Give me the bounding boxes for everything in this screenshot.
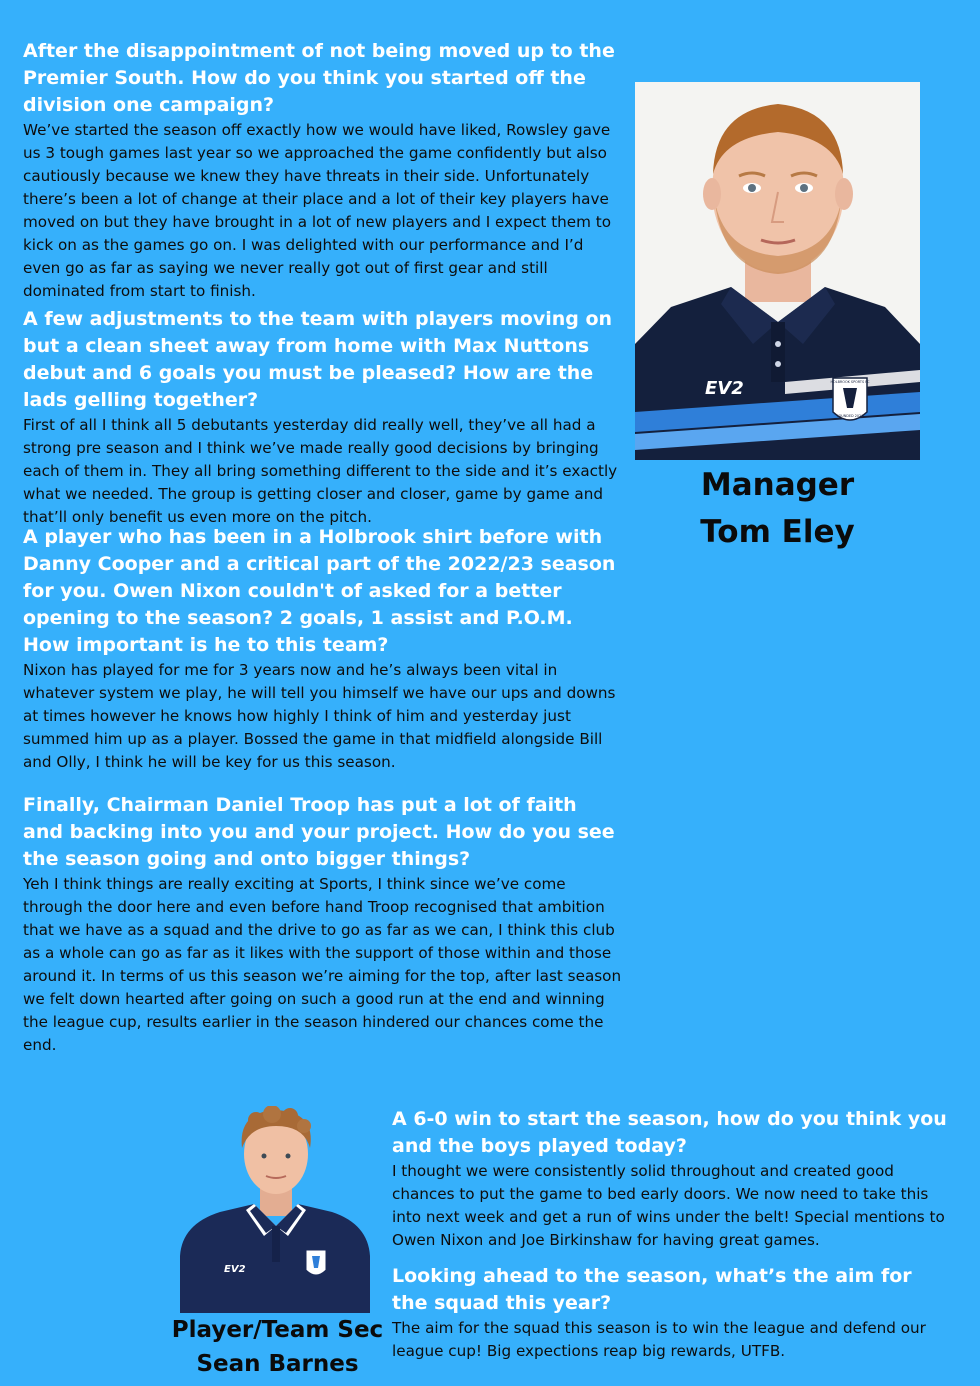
answer-3: Nixon has played for me for 3 years now and he’s always been vital in whatever system we play, he will tell you himself we have our ups and downs at times however he knows how highly I think of him and yesterday just summed him up as a player. Bossed the game in that midfield alongside Bill and Olly, I think he will be key for us this season. [23, 661, 616, 771]
qa-block-3 [23, 524, 623, 774]
manager-photo [635, 82, 920, 460]
answer-4: Yeh I think things are really exciting at Sports, I think since we’ve come through the door here and even before hand Troop recognised that ambition that we have as a squad and the drive to go as far as we can, I think this club as a whole can go as far as it likes with the support of those within and those around it. In terms of us this season we’re aiming for the top, after last season we felt down hearted after going on such a good run at the end and winning the league cup, results earlier in the season hindered our chances come the end. [23, 875, 622, 1054]
badge-founded: FOUNDED 2021 [836, 414, 864, 418]
club-badge-icon [830, 378, 870, 420]
player-question-1: A 6-0 win to start the season, how do you think you and the boys played today? [392, 1108, 947, 1157]
team-sec-photo [180, 1106, 370, 1313]
question-4: Finally, Chairman Daniel Troop has put a lot of faith and backing into you and your project. How do you see the season going and onto bigger things? [23, 794, 615, 870]
player-answer-1: I thought we were consistently solid throughout and created good chances to put the game to bed early doors. We now need to take this into next week and get a run of wins under the belt! Special mentions to Owen Nixon and Joe Birkinshaw for having great games. [392, 1162, 945, 1249]
badge-text: HOLBROOK SPORTS FC [830, 380, 870, 384]
qa-block-4 [23, 792, 623, 1057]
question-3: A player who has been in a Holbrook shirt before with Danny Cooper and a critical part of the 2022/23 season for you. Owen Nixon couldn't of asked for a better opening to the season? 2 goals, 1 assist and P.O.M. How important is he to this team? [23, 526, 616, 656]
team-sec-role: Player/Team Sec [171, 1317, 384, 1343]
manager-name: Tom Eley [700, 514, 855, 550]
player-answer-2: The aim for the squad this season is to win the league and defend our league cup! Big expections reap big rewards, UTFB. [392, 1319, 926, 1360]
qa-block-1 [23, 38, 623, 303]
manager-caption [650, 462, 905, 556]
manager-role: Manager [700, 467, 855, 503]
team-sec-kit-brand: EV2 [224, 1264, 246, 1275]
player-qa-block-1 [392, 1106, 952, 1252]
team-sec-caption [170, 1313, 385, 1381]
answer-2: First of all I think all 5 debutants yesterday did really well, they’ve all had a strong pre season and I think we’ve made really good decisions by bringing each of them in. They all bring something different to the side and it’s exactly what we needed. The group is getting closer and closer, game by game and that’ll only benefit us even more on the pitch. [23, 416, 618, 526]
team-sec-name: Sean Barnes [196, 1351, 359, 1377]
player-qa-block-2 [392, 1263, 952, 1363]
manager-kit-brand: EV2 [705, 378, 744, 399]
answer-1: We’ve started the season off exactly how we would have liked, Rowsley gave us 3 tough games last year so we approached the game confidently but also cautiously because we knew they have threats in their side. Unfortunately there’s been a lot of change at their place and a lot of their key players have moved on but they have brought in a lot of new players and I expect them to kick on as the games go on. I was delighted with our performance and I’d even go as far as saying we never really got out of first gear and still dominated from start to finish. [23, 121, 611, 300]
question-2: A few adjustments to the team with players moving on but a clean sheet away from home with Max Nuttons debut and 6 goals you must be pleased? How are the lads gelling together? [23, 308, 613, 411]
qa-block-2 [23, 306, 623, 529]
player-question-2: Looking ahead to the season, what’s the aim for the squad this year? [392, 1265, 912, 1314]
question-1: After the disappointment of not being moved up to the Premier South. How do you think you started off the division one campaign? [23, 40, 615, 116]
